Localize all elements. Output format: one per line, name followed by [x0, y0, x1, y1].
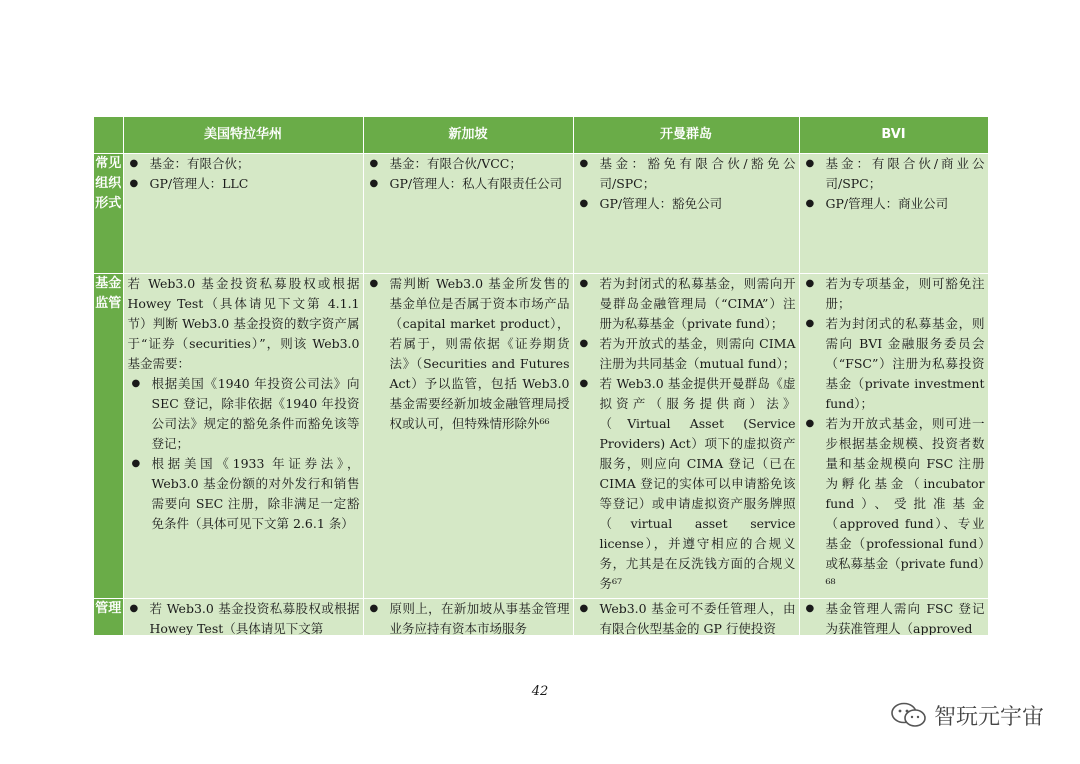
table-cell [799, 274, 988, 599]
table-cell [363, 154, 573, 274]
bullet-item: ● 若为封闭式的私募基金，则需向开曼群岛金融管理局（“CIMA”）注册为私募基金（private fund）； [600, 274, 796, 334]
table-cell [123, 599, 363, 636]
bullet-item: ● 若 Web3.0 基金提供开曼群岛《虚拟资产（服务提供商）法》（Virtual Asset (Service Providers) Act）项下的虚拟资产服务，则应向 CIMA 登记（已在 CIMA 登记的实体可以申请豁免该等登记）或申请虚拟资产服务牌照（virtual asset service license），并遵守相应的合规义务，尤其是在反洗钱方面的合规义务⁶⁷ [600, 374, 796, 594]
bullet-list [578, 274, 796, 594]
bullet-item: ● GP/管理人：私人有限责任公司 [390, 174, 570, 194]
bullet-item: ● GP/管理人：商业公司 [826, 194, 985, 214]
header-row [94, 117, 988, 154]
bullet-item: ● 基金：有限合伙； [150, 154, 360, 174]
table-cell [363, 274, 573, 599]
wechat-icon [890, 702, 928, 728]
table-cell [123, 154, 363, 274]
comparison-table-container [94, 117, 988, 635]
bullet-item: ● 基金：有限合伙/商业公司/SPC； [826, 154, 985, 194]
cell-intro-text: 若 Web3.0 基金投资私募股权或根据 Howey Test（具体请见下文第 4.1.1 节）判断 Web3.0 基金投资的数字资产属于“证券（securities）”，则该 Web3.0 基金需要： [127, 276, 360, 371]
page-number: 42 [531, 684, 549, 699]
table-cell [573, 154, 799, 274]
table-cell [799, 154, 988, 274]
bullet-list [804, 154, 985, 214]
table-row [94, 599, 988, 636]
table-row [94, 274, 988, 599]
bullet-list [128, 374, 360, 534]
bullet-item: ● 基金：有限合伙/VCC； [390, 154, 570, 174]
bullet-item: ● 若 Web3.0 基金投资私募股权或根据 Howey Test（具体请见下文第 [150, 599, 360, 635]
bullet-item: ● 若为封闭式的私募基金，则需向 BVI 金融服务委员会（“FSC”）注册为私募投资基金（private investment fund）； [826, 314, 985, 414]
row-header: 管理 [94, 599, 123, 636]
column-header: 开曼群岛 [573, 117, 799, 154]
bullet-list [804, 599, 985, 635]
bullet-list [368, 599, 570, 635]
bullet-item: ● 若为专项基金，则可豁免注册； [826, 274, 985, 314]
bullet-item: ● 需判断 Web3.0 基金所发售的基金单位是否属于资本市场产品（capital market product），若属于，则需依据《证券期货法》（Securities and Futures Act）予以监管，包括 Web3.0 基金需要经新加坡金融管理局授权或认可，但特殊情形除外⁶⁶ [390, 274, 570, 434]
bullet-list [578, 599, 796, 635]
bullet-list [368, 274, 570, 434]
bullet-item: ● 若为开放式的基金，则需向 CIMA 注册为共同基金（mutual fund）； [600, 334, 796, 374]
table-cell [363, 599, 573, 636]
bullet-item: ● 基金：豁免有限合伙/豁免公司/SPC； [600, 154, 796, 194]
table-cell [573, 599, 799, 636]
comparison-table [94, 117, 988, 635]
header-corner [94, 117, 123, 154]
bullet-item: ● 基金管理人需向 FSC 登记为获准管理人（approved [826, 599, 985, 635]
bullet-item: ● GP/管理人：LLC [150, 174, 360, 194]
table-row [94, 154, 988, 274]
column-header: 新加坡 [363, 117, 573, 154]
table-cell [123, 274, 363, 599]
watermark-text: 智玩元宇宙 [933, 704, 1044, 730]
bullet-list [128, 599, 360, 635]
table-cell [799, 599, 988, 636]
bullet-item: ● GP/管理人：豁免公司 [600, 194, 796, 214]
table-cell [573, 274, 799, 599]
bullet-item: ● Web3.0 基金可不委任管理人，由有限合伙型基金的 GP 行使投资 [600, 599, 796, 635]
row-header: 基金监管 [94, 274, 123, 599]
bullet-item: ● 若为开放式基金，则可进一步根据基金规模、投资者数量和基金规模向 FSC 注册为孵化基金（incubator fund）、受批准基金（approved fund）、专业基金（professional fund）或私募基金（private fund）⁶⁸ [826, 414, 985, 594]
table-body [94, 154, 988, 636]
bullet-list [128, 154, 360, 194]
bullet-list [368, 154, 570, 194]
bullet-item: ● 根据美国《1933 年证券法》，Web3.0 基金份额的对外发行和销售需要向 SEC 注册，除非满足一定豁免条件（具体可见下文第 2.6.1 条） [152, 454, 360, 534]
bullet-list [804, 274, 985, 594]
column-header: 美国特拉华州 [123, 117, 363, 154]
bullet-item: ● 根据美国《1940 年投资公司法》向 SEC 登记，除非依据《1940 年投资公司法》规定的豁免条件而豁免该等登记； [152, 374, 360, 454]
column-header: BVI [799, 117, 988, 154]
bullet-item: ● 原则上，在新加坡从事基金管理业务应持有资本市场服务 [390, 599, 570, 635]
row-header: 常见组织形式 [94, 154, 123, 274]
bullet-list [578, 154, 796, 214]
watermark [890, 700, 1044, 730]
